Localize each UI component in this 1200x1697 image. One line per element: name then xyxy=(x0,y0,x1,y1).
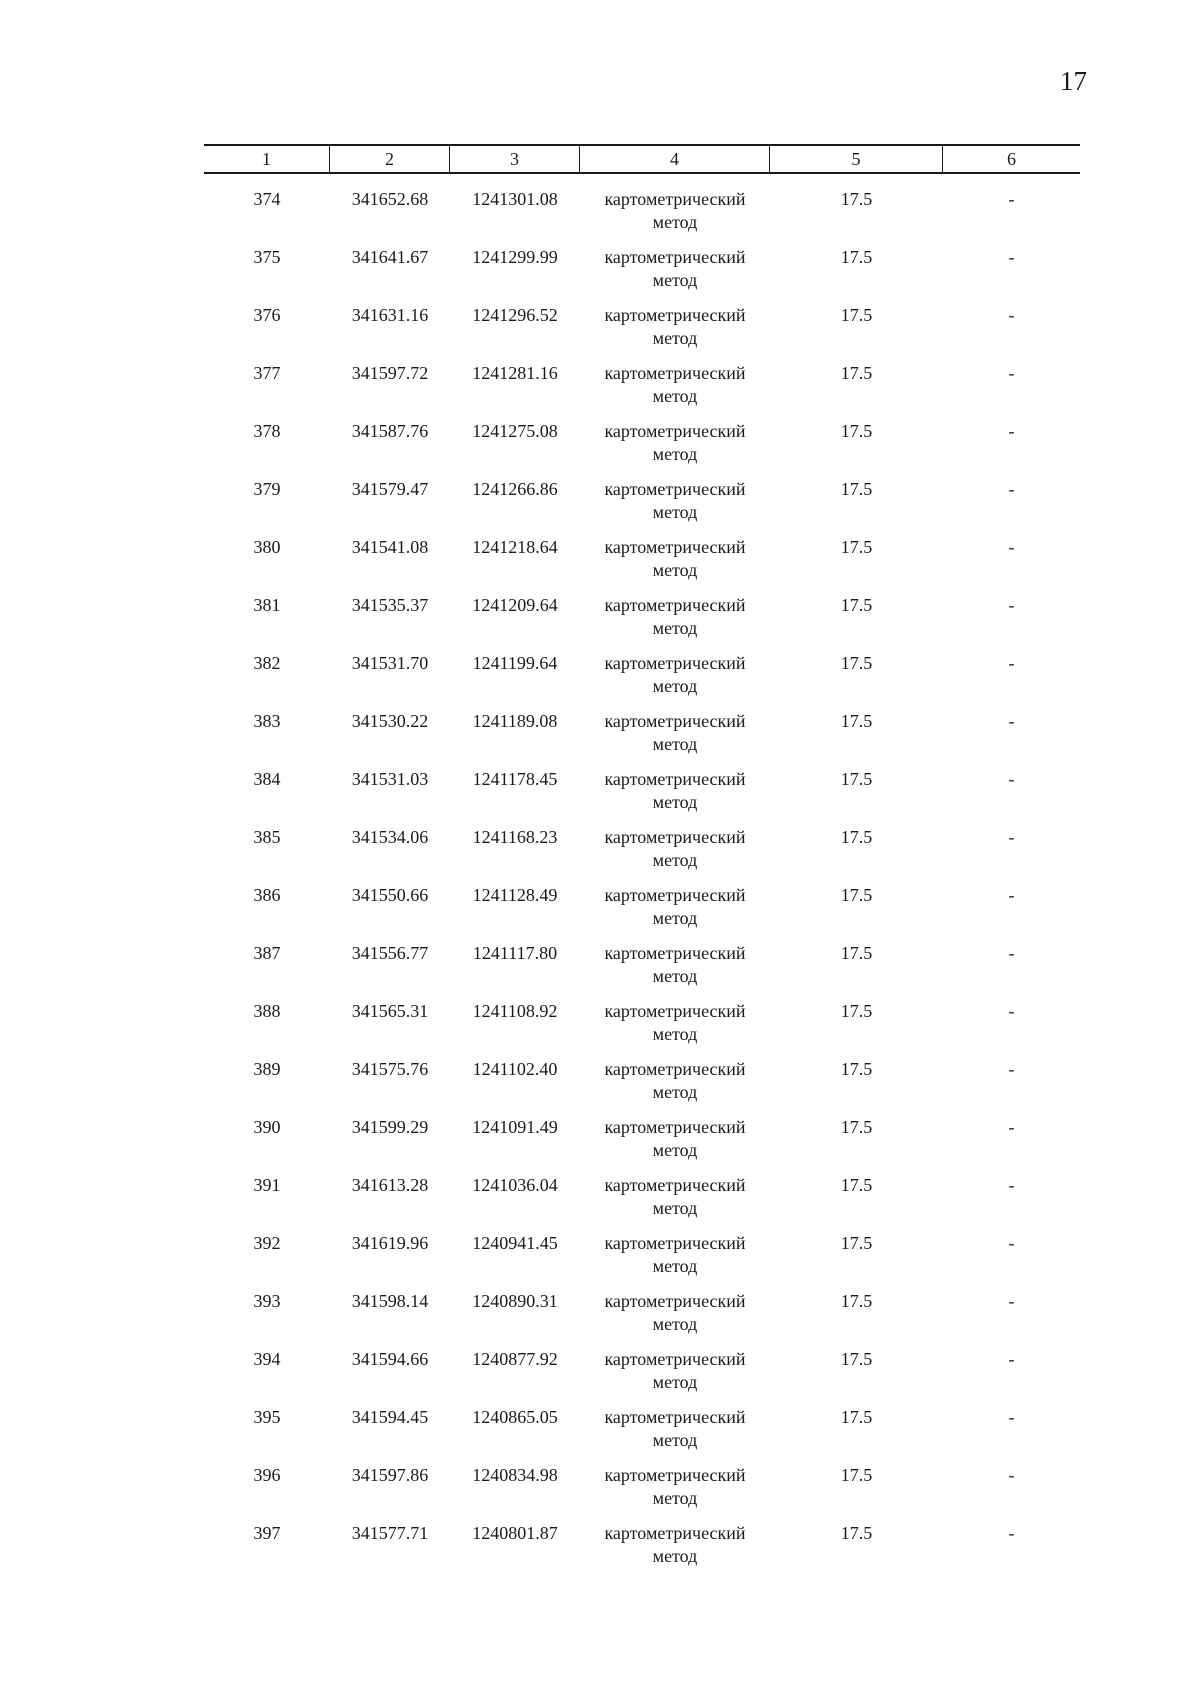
column-header-5: 5 xyxy=(770,146,943,172)
note-cell: - xyxy=(1008,247,1015,267)
point-number-cell: 375 xyxy=(253,247,281,267)
table-row xyxy=(204,1116,1080,1174)
y-coordinate-cell: 1240890.31 xyxy=(472,1291,558,1311)
y-coordinate-cell: 1241299.99 xyxy=(472,247,558,267)
point-number-cell: 382 xyxy=(253,653,281,673)
note-cell: - xyxy=(1008,1001,1015,1021)
y-coordinate-cell: 1240801.87 xyxy=(472,1523,558,1543)
column-header-6: 6 xyxy=(1007,148,1016,169)
point-number-cell: 393 xyxy=(253,1291,281,1311)
table-row xyxy=(204,536,1080,594)
method-cell: картометрический метод xyxy=(604,1465,746,1508)
accuracy-cell: 17.5 xyxy=(840,537,873,557)
accuracy-cell: 17.5 xyxy=(840,769,873,789)
x-coordinate-cell: 341631.16 xyxy=(351,305,429,325)
table-row xyxy=(204,1058,1080,1116)
table-row xyxy=(204,478,1080,536)
note-cell: - xyxy=(1008,1117,1015,1137)
note-cell: - xyxy=(1008,305,1015,325)
y-coordinate-cell: 1240834.98 xyxy=(472,1465,558,1485)
accuracy-cell: 17.5 xyxy=(840,1291,873,1311)
accuracy-cell: 17.5 xyxy=(840,595,873,615)
point-number-cell: 386 xyxy=(253,885,281,905)
x-coordinate-cell: 341531.03 xyxy=(351,769,429,789)
x-coordinate-cell: 341641.67 xyxy=(351,247,429,267)
x-coordinate-cell: 341597.72 xyxy=(351,363,429,383)
point-number-cell: 379 xyxy=(253,479,281,499)
point-number-cell: 374 xyxy=(253,189,281,209)
method-cell: картометрический метод xyxy=(604,769,746,812)
x-coordinate-cell: 341613.28 xyxy=(351,1175,429,1195)
table-row xyxy=(204,884,1080,942)
method-cell: картометрический метод xyxy=(604,711,746,754)
note-cell: - xyxy=(1008,363,1015,383)
accuracy-cell: 17.5 xyxy=(840,1117,873,1137)
x-coordinate-cell: 341577.71 xyxy=(351,1523,429,1543)
y-coordinate-cell: 1240941.45 xyxy=(472,1233,558,1253)
method-cell: картометрический метод xyxy=(604,421,746,464)
y-coordinate-cell: 1241266.86 xyxy=(472,479,558,499)
accuracy-cell: 17.5 xyxy=(840,653,873,673)
note-cell: - xyxy=(1008,827,1015,847)
point-number-cell: 392 xyxy=(253,1233,281,1253)
table-row xyxy=(204,304,1080,362)
x-coordinate-cell: 341531.70 xyxy=(351,653,429,673)
accuracy-cell: 17.5 xyxy=(840,189,873,209)
table-row xyxy=(204,1174,1080,1232)
note-cell: - xyxy=(1008,1291,1015,1311)
note-cell: - xyxy=(1008,1175,1015,1195)
point-number-cell: 388 xyxy=(253,1001,281,1021)
x-coordinate-cell: 341599.29 xyxy=(351,1117,429,1137)
method-cell: картометрический метод xyxy=(604,537,746,580)
table-row xyxy=(204,652,1080,710)
column-header-2: 2 xyxy=(330,146,450,172)
point-number-cell: 384 xyxy=(253,769,281,789)
x-coordinate-cell: 341652.68 xyxy=(351,189,429,209)
point-number-cell: 387 xyxy=(253,943,281,963)
point-number-cell: 376 xyxy=(253,305,281,325)
accuracy-cell: 17.5 xyxy=(840,1175,873,1195)
method-cell: картометрический метод xyxy=(604,885,746,928)
accuracy-cell: 17.5 xyxy=(840,1523,873,1543)
accuracy-cell: 17.5 xyxy=(840,247,873,267)
point-number-cell: 378 xyxy=(253,421,281,441)
accuracy-cell: 17.5 xyxy=(840,711,873,731)
page-number: 17 xyxy=(1060,66,1087,96)
x-coordinate-cell: 341565.31 xyxy=(351,1001,429,1021)
table-row xyxy=(204,826,1080,884)
point-number-cell: 377 xyxy=(253,363,281,383)
y-coordinate-cell: 1241168.23 xyxy=(472,827,558,847)
table-row xyxy=(204,1232,1080,1290)
accuracy-cell: 17.5 xyxy=(840,1001,873,1021)
method-cell: картометрический метод xyxy=(604,247,746,290)
y-coordinate-cell: 1241301.08 xyxy=(472,189,558,209)
method-cell: картометрический метод xyxy=(604,1349,746,1392)
accuracy-cell: 17.5 xyxy=(840,885,873,905)
note-cell: - xyxy=(1008,537,1015,557)
y-coordinate-cell: 1241209.64 xyxy=(472,595,558,615)
note-cell: - xyxy=(1008,1233,1015,1253)
accuracy-cell: 17.5 xyxy=(840,1059,873,1079)
method-cell: картометрический метод xyxy=(604,827,746,870)
column-header-3: 3 xyxy=(450,146,580,172)
point-number-cell: 385 xyxy=(253,827,281,847)
y-coordinate-cell: 1241199.64 xyxy=(472,653,558,673)
table-row xyxy=(204,768,1080,826)
table-row xyxy=(204,1406,1080,1464)
table-body xyxy=(204,188,1080,1580)
y-coordinate-cell: 1241091.49 xyxy=(472,1117,558,1137)
y-coordinate-cell: 1240877.92 xyxy=(472,1349,558,1369)
column-header-4: 4 xyxy=(580,146,770,172)
y-coordinate-cell: 1241128.49 xyxy=(472,885,558,905)
method-cell: картометрический метод xyxy=(604,1059,746,1102)
accuracy-cell: 17.5 xyxy=(840,1349,873,1369)
y-coordinate-cell: 1241178.45 xyxy=(472,769,558,789)
table-row xyxy=(204,1000,1080,1058)
table-row xyxy=(204,188,1080,246)
y-coordinate-cell: 1240865.05 xyxy=(472,1407,558,1427)
accuracy-cell: 17.5 xyxy=(840,479,873,499)
method-cell: картометрический метод xyxy=(604,943,746,986)
table-row xyxy=(204,710,1080,768)
accuracy-cell: 17.5 xyxy=(840,1407,873,1427)
x-coordinate-cell: 341534.06 xyxy=(351,827,429,847)
y-coordinate-cell: 1241281.16 xyxy=(472,363,558,383)
note-cell: - xyxy=(1008,943,1015,963)
accuracy-cell: 17.5 xyxy=(840,827,873,847)
x-coordinate-cell: 341597.86 xyxy=(351,1465,429,1485)
note-cell: - xyxy=(1008,421,1015,441)
note-cell: - xyxy=(1008,885,1015,905)
y-coordinate-cell: 1241218.64 xyxy=(472,537,558,557)
note-cell: - xyxy=(1008,479,1015,499)
note-cell: - xyxy=(1008,1349,1015,1369)
method-cell: картометрический метод xyxy=(604,1291,746,1334)
x-coordinate-cell: 341550.66 xyxy=(351,885,429,905)
x-coordinate-cell: 341541.08 xyxy=(351,537,429,557)
method-cell: картометрический метод xyxy=(604,1117,746,1160)
method-cell: картометрический метод xyxy=(604,1523,746,1566)
note-cell: - xyxy=(1008,595,1015,615)
table-row xyxy=(204,420,1080,478)
table-row xyxy=(204,362,1080,420)
point-number-cell: 397 xyxy=(253,1523,281,1543)
y-coordinate-cell: 1241036.04 xyxy=(472,1175,558,1195)
table-row xyxy=(204,1522,1080,1580)
note-cell: - xyxy=(1008,189,1015,209)
y-coordinate-cell: 1241189.08 xyxy=(472,711,558,731)
method-cell: картометрический метод xyxy=(604,479,746,522)
point-number-cell: 395 xyxy=(253,1407,281,1427)
x-coordinate-cell: 341535.37 xyxy=(351,595,429,615)
point-number-cell: 380 xyxy=(253,537,281,557)
note-cell: - xyxy=(1008,1407,1015,1427)
x-coordinate-cell: 341575.76 xyxy=(351,1059,429,1079)
method-cell: картометрический метод xyxy=(604,189,746,232)
accuracy-cell: 17.5 xyxy=(840,363,873,383)
x-coordinate-cell: 341587.76 xyxy=(351,421,429,441)
x-coordinate-cell: 341598.14 xyxy=(351,1291,429,1311)
method-cell: картометрический метод xyxy=(604,1175,746,1218)
x-coordinate-cell: 341530.22 xyxy=(351,711,429,731)
y-coordinate-cell: 1241102.40 xyxy=(472,1059,558,1079)
method-cell: картометрический метод xyxy=(604,1001,746,1044)
table-header xyxy=(204,144,1080,174)
x-coordinate-cell: 341619.96 xyxy=(351,1233,429,1253)
note-cell: - xyxy=(1008,1059,1015,1079)
y-coordinate-cell: 1241296.52 xyxy=(472,305,558,325)
note-cell: - xyxy=(1008,653,1015,673)
y-coordinate-cell: 1241117.80 xyxy=(472,943,558,963)
point-number-cell: 396 xyxy=(253,1465,281,1485)
table-row xyxy=(204,1464,1080,1522)
point-number-cell: 390 xyxy=(253,1117,281,1137)
table-row xyxy=(204,246,1080,304)
note-cell: - xyxy=(1008,1523,1015,1543)
note-cell: - xyxy=(1008,1465,1015,1485)
point-number-cell: 381 xyxy=(253,595,281,615)
accuracy-cell: 17.5 xyxy=(840,421,873,441)
point-number-cell: 383 xyxy=(253,711,281,731)
accuracy-cell: 17.5 xyxy=(840,1465,873,1485)
accuracy-cell: 17.5 xyxy=(840,943,873,963)
x-coordinate-cell: 341594.45 xyxy=(351,1407,429,1427)
method-cell: картометрический метод xyxy=(604,1233,746,1276)
table-row xyxy=(204,942,1080,1000)
point-number-cell: 391 xyxy=(253,1175,281,1195)
point-number-cell: 394 xyxy=(253,1349,281,1369)
table-row xyxy=(204,594,1080,652)
method-cell: картометрический метод xyxy=(604,595,746,638)
y-coordinate-cell: 1241108.92 xyxy=(472,1001,558,1021)
note-cell: - xyxy=(1008,769,1015,789)
table-row xyxy=(204,1290,1080,1348)
method-cell: картометрический метод xyxy=(604,305,746,348)
y-coordinate-cell: 1241275.08 xyxy=(472,421,558,441)
x-coordinate-cell: 341556.77 xyxy=(351,943,429,963)
x-coordinate-cell: 341594.66 xyxy=(351,1349,429,1369)
table-row xyxy=(204,1348,1080,1406)
point-number-cell: 389 xyxy=(253,1059,281,1079)
x-coordinate-cell: 341579.47 xyxy=(351,479,429,499)
method-cell: картометрический метод xyxy=(604,363,746,406)
accuracy-cell: 17.5 xyxy=(840,305,873,325)
method-cell: картометрический метод xyxy=(604,1407,746,1450)
column-header-1: 1 xyxy=(204,146,330,172)
method-cell: картометрический метод xyxy=(604,653,746,696)
accuracy-cell: 17.5 xyxy=(840,1233,873,1253)
note-cell: - xyxy=(1008,711,1015,731)
